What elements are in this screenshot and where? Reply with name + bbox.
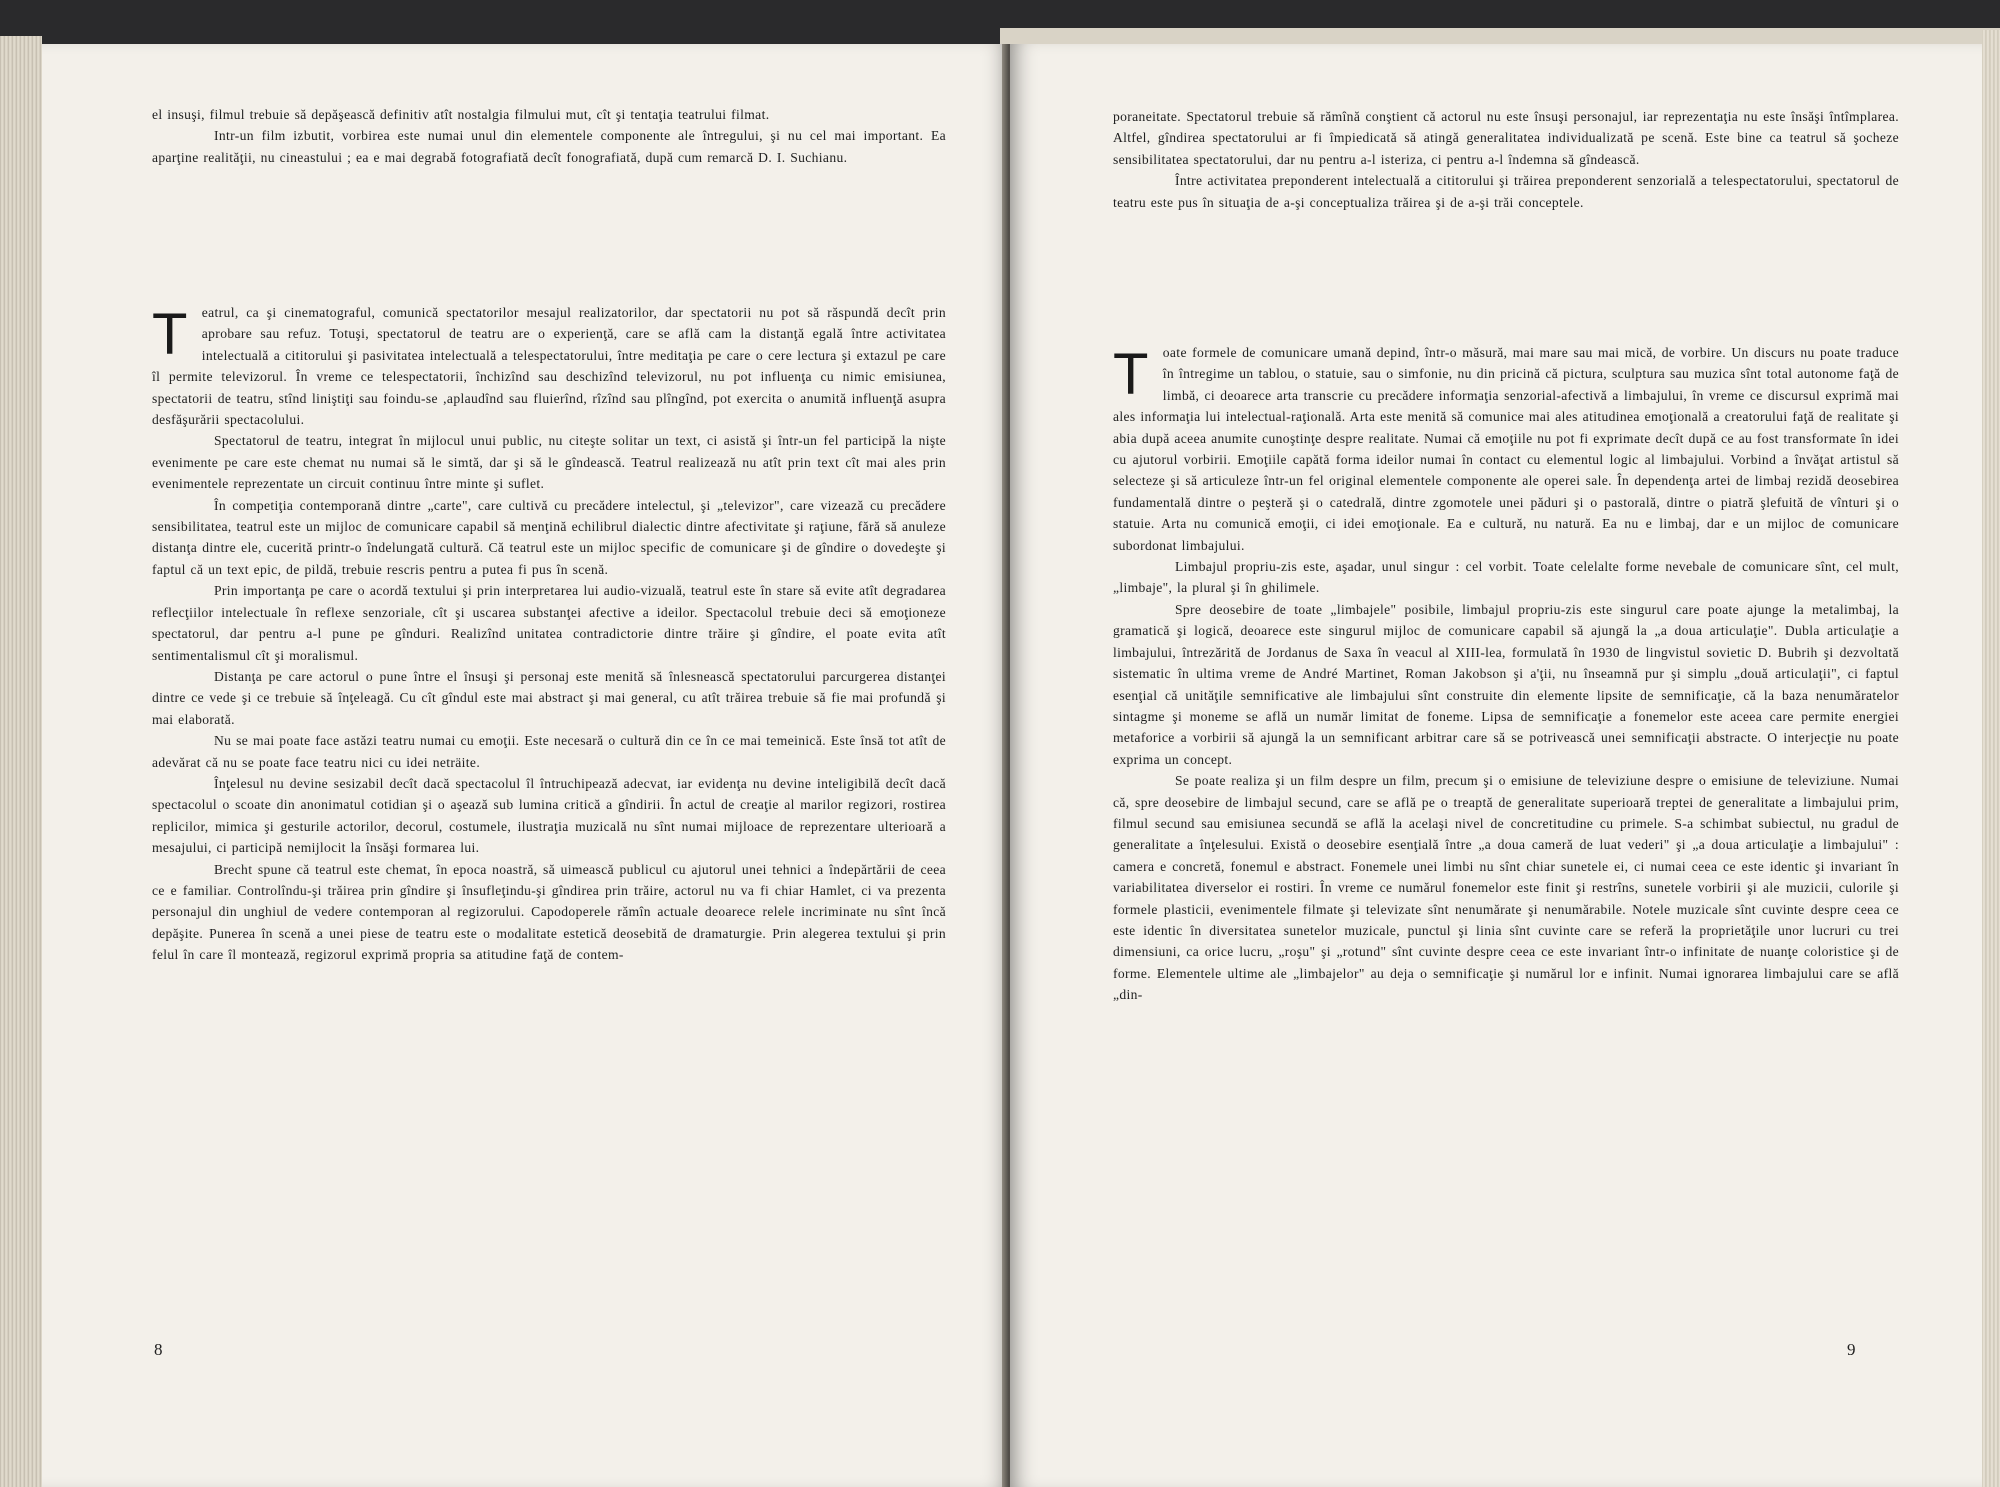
drop-cap: T bbox=[152, 302, 188, 367]
left-page bbox=[42, 44, 1010, 1487]
paragraph: Prin importanţa pe care o acordă textului şi prin interpretarea lui audio-vizuală, teatrul este în stare să evite atît degradarea reflecţiilor intelectuale în reflexe senzoriale, cît şi uscarea substanţei afective a ideilor. Spectacolul trebuie deci să emoţioneze spectatorul, dar pentru a-l pune pe gînduri. Realizînd unitatea contradictorie dintre trăire şi gîndire, el poate evita atît sentimentalismul cît şi moralismul. bbox=[152, 583, 946, 663]
left-intro-text bbox=[152, 104, 946, 168]
left-section-text bbox=[152, 302, 946, 966]
page-stack-right bbox=[1982, 30, 2000, 1487]
paragraph: Spectatorul de teatru, integrat în mijlocul unui public, nu citeşte solitar un text, ci asistă şi într-un fel participă la nişte evenimente pe care este chemat nu numai să le simtă, dar şi să le gîndească. Teatrul realizează nu atît prin text cît mai ales prin evenimentele reprezentate un circuit continuu între minte şi suflet. bbox=[152, 433, 946, 492]
page-stack-left bbox=[0, 36, 42, 1487]
drop-cap: T bbox=[1113, 342, 1149, 407]
paragraph: Spre deosebire de toate „limbajele" posibile, limbajul propriu-zis este singurul care poate ajunge la metalimbaj, la gramatică şi logică, deoarece este singurul mijloc de comunicare capabil să ajungă la „a doua articulaţie". Dubla articulaţie a limbajului, întrezărită de Jordanus de Saxa în veacul al XIII-lea, formulată în 1930 de lingvistul sovietic D. Bubrih şi dezvoltată sistematic în ultima vreme de André Martinet, Roman Jakobson şi a'ţii, nu înseamnă pur şi simplu „două articulaţii", ci faptul esenţial că unităţile semnificative ale limbajului sînt construite din elemente lipsite de semnificaţie, că la baza nenumăratelor sintagme şi moneme se află un număr limitat de foneme. Lipsa de semnificaţie a fonemelor este aceea care permite energiei metaforice a vorbirii să ajungă la un semnificant arbitrar care să se potrivească unei semnificaţii abstracte. O interjecţie nu poate exprima un concept. bbox=[1113, 601, 1899, 767]
paragraph: Brecht spune că teatrul este chemat, în epoca noastră, să uimească publicul cu ajutorul unei tehnici a îndepărtării de ceea ce e familiar. Controlîndu-şi trăirea prin gîndire şi însufleţindu-şi gîndirea prin trăire, actorul nu va fi chiar Hamlet, ci va prezenta personajul din unghiul de vedere contemporan al regizorului. Capodoperele rămîn actuale deoarece relele incriminate nu sînt încă depăşite. Punerea în scenă a unei piese de teatru este o modalitate estetică deosebită de dramaturgie. Prin alegerea textului şi prin felul în care îl montează, regizorul exprimă propria sa atitudine faţă de contem- bbox=[152, 861, 946, 963]
paragraph: Intr-un film izbutit, vorbirea este numai unul din elementele componente ale întregului, şi nu cel mai important. Ea aparţine realităţii, nu cineastului ; ea e mai degrabă fotografiată decît fonografiată, după cum remarcă D. I. Suchianu. bbox=[152, 128, 946, 165]
paragraph: Distanţa pe care actorul o pune între el însuşi şi personaj este menită să înlesnească spectatorului parcurgerea distanţei dintre ce vede şi ce trebuie să înţeleagă. Cu cît gîndul este mai abstract şi mai general, cu atît trăirea trebuie să fie mai profundă şi mai elaborată. bbox=[152, 668, 946, 727]
paragraph: poraneitate. Spectatorul trebuie să rămînă conştient că actorul nu este însuşi personajul, iar reprezentaţia nu este însăşi întîmplarea. Altfel, gîndirea spectatorului ar fi împiedicată să atingă generalitatea individualizată pe scenă. Este bine ca teatrul să şocheze sensibilitatea spectatorului, dar nu pentru a-l isteriza, ci pentru a-l îndemna să gîndească. bbox=[1113, 109, 1899, 167]
paragraph: oate formele de comunicare umană depind, într-o măsură, mai mare sau mai mică, de vorbire. Un discurs nu poate traduce în întregime un tablou, o statuie, sau o simfonie, nu din pricină că pictura, sculptura sau muzica sînt total autonome faţă de limbă, ci deoarece arta transcrie cu precădere informaţia senzorial-afectivă a limbajului, în vreme ce discursul exprimă mai ales informaţia lui intelectual-raţională. Arta este menită să comunice mai ales atitudinea emoţională a creatorului faţă de realitate şi abia după aceea anumite cunoştinţe despre realitate. Numai că emoţiile nu pot fi exprimate decît după ce au fost transformate în idei cu ajutorul vorbirii. Emoţiile capătă forma ideilor numai în contact cu elementul logic al limbajului. Vorbind a învăţat artistul să selecteze şi să articuleze într-un fel original elementele componente ale operei sale. În dependenţa artei de limbaj rezidă deosebirea fundamentală dintre o peşteră şi o catedrală, dintre zgomotele unei păduri şi o pastorală, dintre o piatră şlefuită de vînturi şi o statuie. Arta nu comunică emoţii, ci idei emoţionale. Ea e cultură, nu natură. Ea nu e limbaj, dar e un mijloc de comunicare subordonat limbajului. bbox=[1113, 345, 1899, 553]
right-page bbox=[1010, 44, 1982, 1487]
page-number: 8 bbox=[154, 1340, 163, 1359]
paragraph: Limbajul propriu-zis este, aşadar, unul singur : cel vorbit. Toate celelalte forme nevebale de comunicare sînt, cel mult, „limbaje", la plural şi în ghilimele. bbox=[1113, 559, 1899, 596]
right-section-text bbox=[1113, 342, 1899, 1006]
paragraph: Nu se mai poate face astăzi teatru numai cu emoţii. Este necesară o cultură din ce în ce mai temeinică. Este însă tot atît de adevărat că nu se poate face teatru nici cu idei neträite. bbox=[152, 733, 946, 770]
paragraph: În competiţia contemporană dintre „carte", care cultivă cu precădere intelectul, şi „televizor", care vizează cu precădere sensibilitatea, teatrul este un mijloc de comunicare capabil să menţină echilibrul dialectic dintre afectivitate şi raţiune, fără să anuleze distanţa dintre ele, cucerită printr-o îndelungată cultură. Că teatrul este un mijloc specific de comunicare şi de gîndire o dovedeşte şi faptul că un text epic, de pildă, trebuie rescris pentru a putea fi pus în scenă. bbox=[152, 497, 946, 577]
paragraph: Înţelesul nu devine sesizabil decît dacă spectacolul îl întruchipează adecvat, iar evidenţa nu devine inteligibilă decît dacă spectacolul o scoate din anonimatul cotidian şi o aşează sub lumina critică a gîndirii. În actul de creaţie al marilor regizori, rostirea replicilor, mimica şi gesturile actorilor, decorul, costumele, ilustraţia muzicală nu sînt numai mijloace de reprezentare ulterioară a mesajului, ci participă nemijlocit la însăşi formarea lui. bbox=[152, 775, 946, 856]
paragraph: el insuşi, filmul trebuie să depăşească definitiv atît nostalgia filmului mut, cît şi tentaţia teatrului filmat. bbox=[152, 107, 770, 122]
right-intro-text bbox=[1113, 106, 1899, 213]
paragraph: Între activitatea preponderent intelectuală a cititorului şi trăirea preponderent senzorială a telespectatorului, spectatorul de teatru este pus în situaţia de a-şi conceptualiza trăirea şi de a-şi trăi conceptele. bbox=[1113, 173, 1899, 210]
paragraph: Se poate realiza şi un film despre un film, precum şi o emisiune de televiziune despre o emisiune de televiziune. Numai că, spre deosebire de limbajul secund, care se află pe o treaptă de generalitate superioară treptei de generalitate a limbajului prim, filmul secund sau emisiunea secundă se află la acelaşi nivel de concretitudine cu primele. S-a schimbat subiectul, nu gradul de generalitate a înţelesului. Există o deosebire esenţială între „a doua cameră de luat vederi" şi „a doua articulaţie a limbajului" : camera e concretă, fonemul e abstract. Fonemele unei limbi nu sînt chiar sunetele ei, ci numai ceea ce este identic şi invariant în variabilitatea diverselor ei rostiri. În vreme ce numărul fonemelor este finit şi restrîns, sunetele vorbirii şi ale muzicii, culorile şi formele plasticii, evenimentele filmate şi televizate sînt nenumărate şi nenumărabile. Notele muzicale sînt cuvinte despre ceea ce este identic în diversitatea sunetelor muzicale, punctul şi linia sînt cuvinte care se referă la proprietăţile unor lucruri cu trei dimensiuni, ca orice lucru, „roşu" şi „rotund" sînt cuvinte despre ceea ce este invariant într-o infinitate de nuanţe coloristice şi de forme. Elementele ultime ale „limbajelor" au deja o semnificaţie şi numărul lor e infinit. Numai ignorarea limbajului care se află „din- bbox=[1113, 773, 1899, 1003]
paragraph: eatrul, ca şi cinematograful, comunică spectatorilor mesajul realizatorilor, dar spectatorii nu pot să răspundă decît prin aprobare sau refuz. Totuşi, spectatorul de teatru are o experienţă, care se află cam la distanţă egală între activitatea intelectuală a cititorului şi pasivitatea intelectuală a telespectatorului, între meditaţia pe care o cere lectura şi extazul pe care îl permite televizorul. În vreme ce telespectatorii, închizînd sau deschizînd televizorul, nu pot influenţa cu nimic emisiunea, spectatorii de teatru, stînd liniştiţi sau foindu-se ,aplaudînd sau fluierînd, rîzînd sau plîngînd, pot exercita o anumită influenţă asupra desfăşurării spectacolului. bbox=[152, 305, 946, 428]
page-number: 9 bbox=[1847, 1340, 1856, 1359]
